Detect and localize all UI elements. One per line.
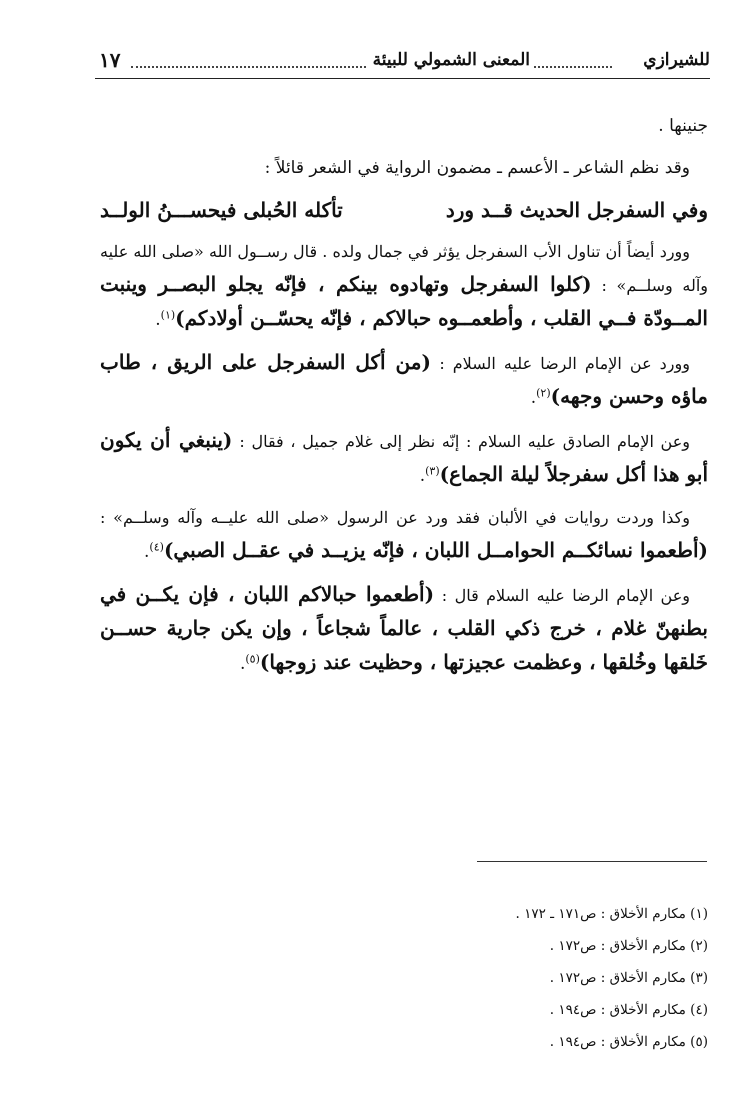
footnotes xyxy=(300,898,708,1058)
header-dots-left xyxy=(131,56,366,68)
narration-text: وعن الإمام الصادق عليه السلام : إنّه نظر إلى غلام جميل ، فقال : xyxy=(239,432,691,451)
narration-text: وعن الإمام الرضا عليه السلام قال : xyxy=(441,586,690,605)
header-dots-right xyxy=(534,56,612,68)
hadith-quote: (أطعموا نسائكــم الحوامــل اللبان ، فإنّه يزيــد في عقــل الصبي) xyxy=(163,538,708,562)
footnote-ref[interactable]: (٤) xyxy=(149,540,164,554)
footnote-item: (٢) مكارم الأخلاق : ص١٧٢ . xyxy=(549,938,708,954)
footnote-item: (٣) مكارم الأخلاق : ص١٧٢ . xyxy=(549,970,708,986)
continuation-text: جنينها . xyxy=(658,116,708,136)
verse-second-hemistich: تأكله الحُبلى فيحســـنُ الولــد xyxy=(100,198,343,222)
footnote-item: (٥) مكارم الأخلاق : ص١٩٤ . xyxy=(549,1034,708,1050)
footnote-ref[interactable]: (٣) xyxy=(425,464,440,478)
footnote-item: (٤) مكارم الأخلاق : ص١٩٤ . xyxy=(549,1002,708,1018)
poem-intro-text: وقد نظم الشاعر ـ الأعسم ـ مضمون الرواية في الشعر قائلاً : xyxy=(264,158,690,178)
verse-first-hemistich: وفي السفرجل الحديث قــد ورد xyxy=(445,198,708,222)
header-title: المعنى الشمولي للبيئة xyxy=(372,50,530,70)
header-author: للشيرازي xyxy=(643,50,710,70)
paragraph-sadiq: وعن الإمام الصادق عليه السلام : إنّه نظر إلى غلام جميل ، فقال : (ينبغي أن يكون أبو هذا أكل سفرجلاً ليلة الجماع)$^{(٣)}$. xyxy=(100,428,708,486)
footnote-ref[interactable]: (٥) xyxy=(245,652,260,666)
paragraph-frankincense: وكذا وردت روايات في الألبان فقد ورد عن الرسول «صلى الله عليــه وآله وسلــم» : (أطعموا نسائكــم الحوامــل اللبان ، فإنّه يزيــد في عقــل الصبي)$^{(٤)}$. xyxy=(100,508,708,562)
continuation-line xyxy=(100,110,708,142)
hadith-quote: (من أكل السفرجل على الريق ، طاب ماؤه وحسن وجهه) xyxy=(100,350,708,408)
paragraph-quince-father: وورد أيضاً أن تناول الأب السفرجل يؤثر في جمال ولده . قال رســول الله «صلى الله عليه وآله وسلــم» : (كلوا السفرجل وتهادوه بينكم ، فإنّه يجلو البصــر وينبت المــودّة فــي القلب ، وأطعمــوه حبالاكم ، فإنّه يحسّــن أولادكم)$^{(١)}$. xyxy=(100,242,708,330)
footnote-item: (١) مكارم الأخلاق : ص١٧١ ـ ١٧٢ . xyxy=(515,906,708,922)
hadith-quote: (أطعموا حبالاكم اللبان ، فإن يكــن في بطنهنّ غلام ، خرج ذكي القلب ، عالماً شجاعاً ، وإن يكن جارية حســن خَلقها وخُلقها ، وعظمت عجيزتها ، وحظيت عند زوجها) xyxy=(100,582,708,674)
narration-text: وورد أيضاً أن تناول الأب السفرجل يؤثر في جمال ولده . قال رســول الله «صلى الله عليه وآله وسلــم» : xyxy=(100,242,708,295)
page-number: ١٧ xyxy=(99,48,121,72)
footnote-ref[interactable]: (١) xyxy=(160,308,176,322)
hadith-quote: (ينبغي أن يكون أبو هذا أكل سفرجلاً ليلة الجماع) xyxy=(100,428,708,486)
running-header xyxy=(95,44,710,79)
poem-intro xyxy=(100,152,708,184)
paragraph-rida-quince: وورد عن الإمام الرضا عليه السلام : (من أكل السفرجل على الريق ، طاب ماؤه وحسن وجهه)$^{(٢)}$. xyxy=(100,350,708,408)
footnote-divider xyxy=(477,861,707,862)
paragraph-rida-frankincense: وعن الإمام الرضا عليه السلام قال : (أطعموا حبالاكم اللبان ، فإن يكــن في بطنهنّ غلام ، خرج ذكي القلب ، عالماً شجاعاً ، وإن يكن جارية حســن خَلقها وخُلقها ، وعظمت عجيزتها ، وحظيت عند زوجها)$^{(٥)}$. xyxy=(100,582,708,674)
narration-text: وكذا وردت روايات في الألبان فقد ورد عن الرسول «صلى الله عليــه وآله وسلــم» : xyxy=(100,508,690,527)
narration-text: وورد عن الإمام الرضا عليه السلام : xyxy=(439,354,690,373)
poem-verse xyxy=(100,194,708,226)
main-text xyxy=(100,110,708,690)
hadith-quote: (كلوا السفرجل وتهادوه بينكم ، فإنّه يجلو البصــر وينبت المــودّة فــي القلب ، وأطعمــوه حبالاكم ، فإنّه يحسّــن أولادكم) xyxy=(100,272,708,330)
footnote-ref[interactable]: (٢) xyxy=(536,386,551,400)
